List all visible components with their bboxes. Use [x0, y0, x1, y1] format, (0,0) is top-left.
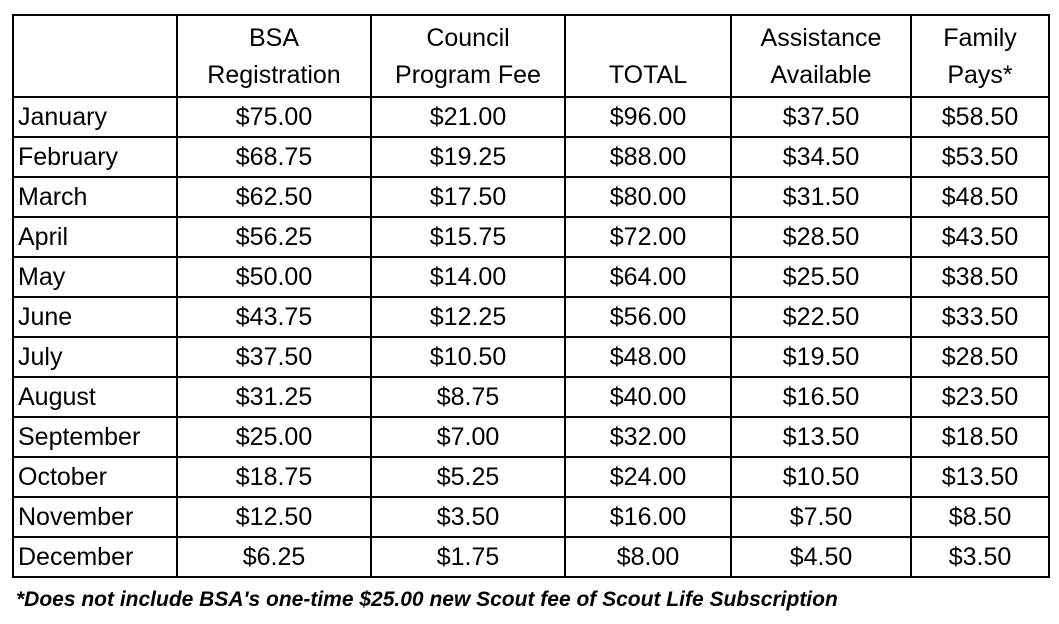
assistance-available-cell: $34.50	[731, 137, 911, 177]
table-row	[13, 497, 1049, 537]
assistance-available-cell: $31.50	[731, 177, 911, 217]
family-pays-cell: $33.50	[911, 297, 1049, 337]
bsa-registration-cell: $43.75	[177, 297, 371, 337]
bsa-registration-cell: $31.25	[177, 377, 371, 417]
family-pays-cell: $8.50	[911, 497, 1049, 537]
bsa-registration-cell: $75.00	[177, 97, 371, 137]
family-pays-cell: $43.50	[911, 217, 1049, 257]
council-program-fee-cell: $10.50	[371, 337, 565, 377]
total-cell: $16.00	[565, 497, 731, 537]
bsa-registration-cell: $50.00	[177, 257, 371, 297]
header-total-line2: TOTAL	[608, 61, 688, 89]
council-program-fee-cell: $3.50	[371, 497, 565, 537]
total-cell: $64.00	[565, 257, 731, 297]
assistance-available-cell: $13.50	[731, 417, 911, 457]
council-program-fee-cell: $19.25	[371, 137, 565, 177]
header-council-program-fee-line1: Council	[426, 24, 510, 52]
table-row	[13, 457, 1049, 497]
assistance-available-cell: $22.50	[731, 297, 911, 337]
month-cell: September	[13, 417, 177, 457]
header-row	[13, 15, 1049, 97]
council-program-fee-cell: $14.00	[371, 257, 565, 297]
month-cell: March	[13, 177, 177, 217]
header-family-pays	[911, 15, 1049, 97]
table-row	[13, 337, 1049, 377]
month-cell: April	[13, 217, 177, 257]
total-cell: $96.00	[565, 97, 731, 137]
bsa-registration-cell: $18.75	[177, 457, 371, 497]
assistance-available-cell: $16.50	[731, 377, 911, 417]
assistance-available-cell: $7.50	[731, 497, 911, 537]
table-row	[13, 97, 1049, 137]
council-program-fee-cell: $1.75	[371, 537, 565, 577]
header-bsa-registration	[177, 15, 371, 97]
assistance-available-cell: $28.50	[731, 217, 911, 257]
table-body	[13, 97, 1049, 577]
total-cell: $72.00	[565, 217, 731, 257]
assistance-available-cell: $4.50	[731, 537, 911, 577]
header-council-program-fee-line2: Program Fee	[395, 61, 541, 89]
table-row	[13, 177, 1049, 217]
header-month	[13, 15, 177, 97]
month-cell: July	[13, 337, 177, 377]
council-program-fee-cell: $17.50	[371, 177, 565, 217]
council-program-fee-cell: $8.75	[371, 377, 565, 417]
table-row	[13, 137, 1049, 177]
family-pays-cell: $3.50	[911, 537, 1049, 577]
month-cell: February	[13, 137, 177, 177]
bsa-registration-cell: $68.75	[177, 137, 371, 177]
month-cell: August	[13, 377, 177, 417]
month-cell: November	[13, 497, 177, 537]
bsa-registration-cell: $12.50	[177, 497, 371, 537]
assistance-available-cell: $10.50	[731, 457, 911, 497]
family-pays-cell: $18.50	[911, 417, 1049, 457]
header-council-program-fee	[371, 15, 565, 97]
header-assistance-available	[731, 15, 911, 97]
header-bsa-registration-line1: BSA	[248, 24, 300, 52]
fee-schedule-table	[12, 14, 1050, 578]
council-program-fee-cell: $15.75	[371, 217, 565, 257]
header-family-pays-line2: Pays*	[947, 61, 1013, 89]
total-cell: $88.00	[565, 137, 731, 177]
assistance-available-cell: $25.50	[731, 257, 911, 297]
table-header	[13, 15, 1049, 97]
family-pays-cell: $48.50	[911, 177, 1049, 217]
bsa-registration-cell: $62.50	[177, 177, 371, 217]
council-program-fee-cell: $21.00	[371, 97, 565, 137]
family-pays-cell: $28.50	[911, 337, 1049, 377]
month-cell: January	[13, 97, 177, 137]
month-cell: December	[13, 537, 177, 577]
council-program-fee-cell: $7.00	[371, 417, 565, 457]
council-program-fee-cell: $5.25	[371, 457, 565, 497]
bsa-registration-cell: $6.25	[177, 537, 371, 577]
footnote: *Does not include BSA's one-time $25.00 new Scout fee of Scout Life Subscription	[16, 588, 838, 611]
total-cell: $80.00	[565, 177, 731, 217]
header-family-pays-line1: Family	[943, 24, 1017, 52]
table-row	[13, 417, 1049, 457]
family-pays-cell: $38.50	[911, 257, 1049, 297]
total-cell: $40.00	[565, 377, 731, 417]
family-pays-cell: $23.50	[911, 377, 1049, 417]
bsa-registration-cell: $37.50	[177, 337, 371, 377]
total-cell: $32.00	[565, 417, 731, 457]
bsa-registration-cell: $25.00	[177, 417, 371, 457]
table-row	[13, 537, 1049, 577]
header-assistance-available-line2: Available	[770, 61, 872, 89]
bsa-registration-cell: $56.25	[177, 217, 371, 257]
total-cell: $24.00	[565, 457, 731, 497]
total-cell: $56.00	[565, 297, 731, 337]
month-cell: October	[13, 457, 177, 497]
table-row	[13, 297, 1049, 337]
table-row	[13, 217, 1049, 257]
header-total	[565, 15, 731, 97]
family-pays-cell: $13.50	[911, 457, 1049, 497]
family-pays-cell: $53.50	[911, 137, 1049, 177]
header-assistance-available-line1: Assistance	[760, 24, 882, 52]
total-cell: $48.00	[565, 337, 731, 377]
assistance-available-cell: $37.50	[731, 97, 911, 137]
header-bsa-registration-line2: Registration	[207, 61, 341, 89]
council-program-fee-cell: $12.25	[371, 297, 565, 337]
table-row	[13, 377, 1049, 417]
family-pays-cell: $58.50	[911, 97, 1049, 137]
total-cell: $8.00	[565, 537, 731, 577]
assistance-available-cell: $19.50	[731, 337, 911, 377]
month-cell: June	[13, 297, 177, 337]
table-row	[13, 257, 1049, 297]
month-cell: May	[13, 257, 177, 297]
